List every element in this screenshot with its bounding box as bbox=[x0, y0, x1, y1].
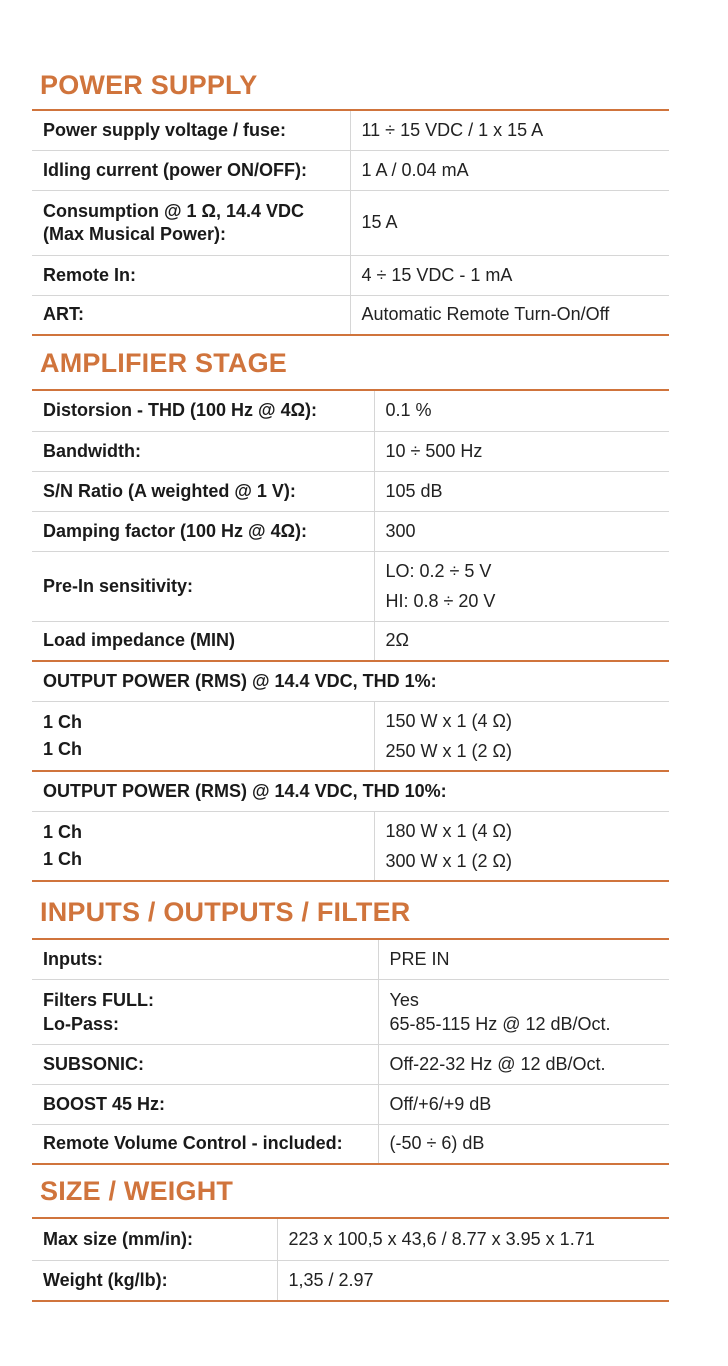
spec-label-line: 1 Ch bbox=[43, 738, 83, 759]
io-filter-table bbox=[32, 938, 669, 1165]
spec-label-line: Lo-Pass: bbox=[43, 1013, 120, 1034]
table-row bbox=[32, 979, 669, 1044]
spec-label-line: Consumption @ 1 Ω, 14.4 VDC bbox=[43, 200, 305, 221]
table-row bbox=[32, 1260, 669, 1301]
table-row bbox=[32, 431, 669, 471]
table-row bbox=[32, 511, 669, 551]
table-row bbox=[32, 1084, 669, 1124]
table-row bbox=[32, 621, 669, 661]
spec-value: 11 ÷ 15 VDC / 1 x 15 A bbox=[350, 110, 669, 150]
spec-label-line: Filters FULL: bbox=[43, 989, 154, 1010]
table-row bbox=[32, 1124, 669, 1164]
spec-label bbox=[32, 811, 374, 881]
spec-value: PRE IN bbox=[378, 939, 669, 979]
table-row bbox=[32, 150, 669, 190]
table-row bbox=[32, 110, 669, 150]
spec-label: Remote Volume Control - included: bbox=[32, 1124, 378, 1164]
size-weight-table bbox=[32, 1217, 669, 1302]
spec-value bbox=[374, 551, 669, 621]
spec-value: 15 A bbox=[350, 190, 669, 255]
spec-label: Max size (mm/in): bbox=[32, 1218, 277, 1260]
spec-value-line: 250 W x 1 (2 Ω) bbox=[385, 740, 512, 761]
spec-value: Automatic Remote Turn-On/Off bbox=[350, 295, 669, 335]
spec-value: 300 bbox=[374, 511, 669, 551]
table-row bbox=[32, 701, 669, 771]
spec-label bbox=[32, 190, 350, 255]
spec-value: 1 A / 0.04 mA bbox=[350, 150, 669, 190]
spec-label: Inputs: bbox=[32, 939, 378, 979]
spec-label: Pre-In sensitivity: bbox=[32, 551, 374, 621]
spec-value: 0.1 % bbox=[374, 390, 669, 431]
table-row bbox=[32, 811, 669, 881]
spec-value: Off/+6/+9 dB bbox=[378, 1084, 669, 1124]
spec-label bbox=[32, 979, 378, 1044]
spec-value: 10 ÷ 500 Hz bbox=[374, 431, 669, 471]
table-row bbox=[32, 255, 669, 295]
spec-label-line: 1 Ch bbox=[43, 821, 83, 842]
section-title-amplifier-stage: AMPLIFIER STAGE bbox=[40, 348, 288, 378]
spec-label-line: 1 Ch bbox=[43, 848, 83, 869]
spec-label bbox=[32, 701, 374, 771]
spec-value: 105 dB bbox=[374, 471, 669, 511]
spec-label: S/N Ratio (A weighted @ 1 V): bbox=[32, 471, 374, 511]
table-row bbox=[32, 295, 669, 335]
table-row bbox=[32, 939, 669, 979]
spec-value-line: HI: 0.8 ÷ 20 V bbox=[385, 591, 496, 611]
spec-value-line: LO: 0.2 ÷ 5 V bbox=[385, 561, 492, 581]
table-row bbox=[32, 1044, 669, 1084]
spec-value: Off-22-32 Hz @ 12 dB/Oct. bbox=[378, 1044, 669, 1084]
power-supply-table bbox=[32, 109, 669, 336]
spec-value-line: 180 W x 1 (4 Ω) bbox=[385, 820, 512, 841]
spec-label: Idling current (power ON/OFF): bbox=[32, 150, 350, 190]
spec-label-line: 1 Ch bbox=[43, 711, 83, 732]
spec-value: (-50 ÷ 6) dB bbox=[378, 1124, 669, 1164]
spec-label: Power supply voltage / fuse: bbox=[32, 110, 350, 150]
spec-label: Bandwidth: bbox=[32, 431, 374, 471]
table-row bbox=[32, 471, 669, 511]
output-power-header: OUTPUT POWER (RMS) @ 14.4 VDC, THD 1%: bbox=[32, 661, 669, 701]
table-row bbox=[32, 390, 669, 431]
table-row bbox=[32, 190, 669, 255]
table-row bbox=[32, 1218, 669, 1260]
spec-value bbox=[374, 811, 669, 881]
spec-value bbox=[374, 701, 669, 771]
spec-label: Weight (kg/lb): bbox=[32, 1260, 277, 1301]
spec-value bbox=[378, 979, 669, 1044]
spec-label: Load impedance (MIN) bbox=[32, 621, 374, 661]
spec-label: Remote In: bbox=[32, 255, 350, 295]
spec-label: ART: bbox=[32, 295, 350, 335]
spec-label-line: (Max Musical Power): bbox=[43, 223, 227, 244]
section-title-io-filter: INPUTS / OUTPUTS / FILTER bbox=[40, 897, 411, 927]
section-title-power-supply: POWER SUPPLY bbox=[40, 70, 258, 100]
spec-value-line: 300 W x 1 (2 Ω) bbox=[385, 850, 512, 871]
spec-value: 4 ÷ 15 VDC - 1 mA bbox=[350, 255, 669, 295]
spec-value-line: Yes bbox=[389, 989, 419, 1010]
table-row bbox=[32, 551, 669, 621]
amplifier-stage-table bbox=[32, 389, 669, 882]
output-power-header-row bbox=[32, 771, 669, 811]
spec-label: Distorsion - THD (100 Hz @ 4Ω): bbox=[32, 390, 374, 431]
section-title-size-weight: SIZE / WEIGHT bbox=[40, 1176, 234, 1206]
spec-label: SUBSONIC: bbox=[32, 1044, 378, 1084]
spec-label: BOOST 45 Hz: bbox=[32, 1084, 378, 1124]
spec-value: 1,35 / 2.97 bbox=[277, 1260, 669, 1301]
spec-value-line: 65-85-115 Hz @ 12 dB/Oct. bbox=[389, 1013, 611, 1034]
spec-value-line: 150 W x 1 (4 Ω) bbox=[385, 710, 512, 731]
spec-value: 223 x 100,5 x 43,6 / 8.77 x 3.95 x 1.71 bbox=[277, 1218, 669, 1260]
spec-value: 2Ω bbox=[374, 621, 669, 661]
spec-label: Damping factor (100 Hz @ 4Ω): bbox=[32, 511, 374, 551]
output-power-header: OUTPUT POWER (RMS) @ 14.4 VDC, THD 10%: bbox=[32, 771, 669, 811]
output-power-header-row bbox=[32, 661, 669, 701]
